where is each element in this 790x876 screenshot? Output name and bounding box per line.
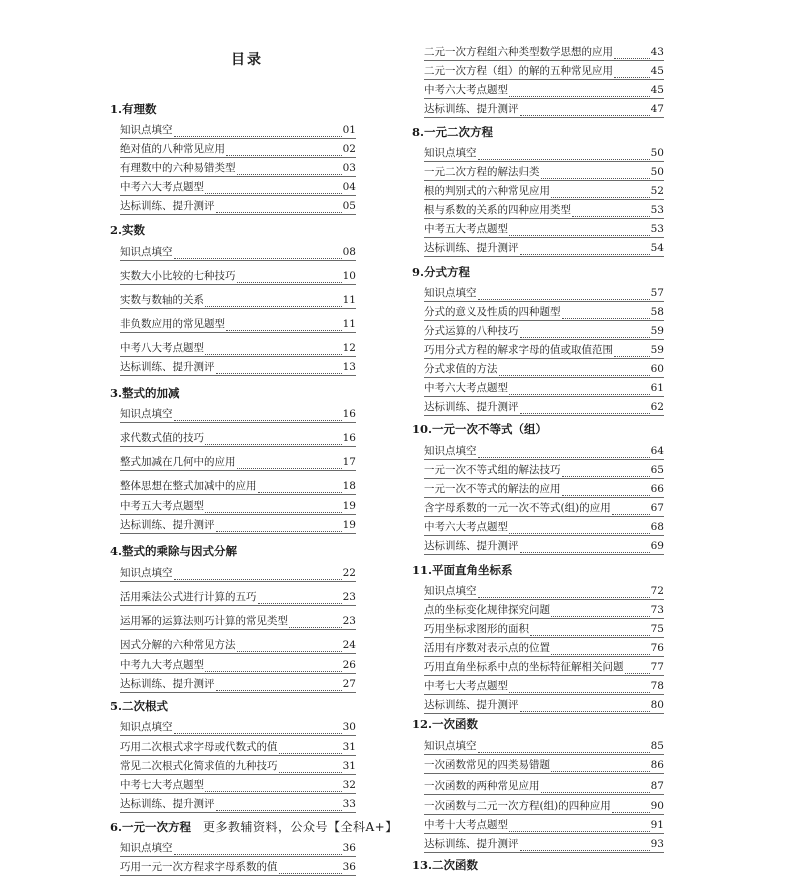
toc-entry-page: 52 (650, 185, 664, 197)
toc-entry[interactable] (424, 84, 664, 99)
dot-leader (499, 366, 650, 376)
section-heading (110, 385, 180, 401)
section-heading-text: 13.二次函数 (412, 858, 479, 872)
section-heading (110, 101, 157, 117)
dot-leader (520, 404, 650, 414)
toc-entry[interactable] (424, 502, 664, 517)
toc-entry-page: 10 (342, 270, 356, 282)
dot-leader (237, 459, 342, 469)
section-heading (412, 562, 513, 578)
toc-entry[interactable] (424, 759, 664, 774)
section-heading (110, 698, 168, 714)
section-heading (412, 264, 470, 280)
dot-leader (551, 188, 650, 198)
toc-entry[interactable] (120, 519, 356, 534)
toc-entry-page: 16 (342, 432, 356, 444)
toc-entry-page: 64 (650, 445, 664, 457)
section-heading (412, 716, 478, 732)
toc-entry[interactable] (120, 246, 356, 261)
toc-entry-title: 有理数中的六种易错类型 (120, 162, 236, 174)
toc-entry-title: 中考六大考点题型 (424, 382, 508, 394)
toc-entry-page: 65 (650, 464, 664, 476)
toc-entry[interactable] (120, 143, 356, 158)
dot-leader (237, 642, 342, 652)
dot-leader (478, 743, 650, 753)
section-heading (412, 857, 478, 873)
toc-entry-title: 中考六大考点题型 (424, 84, 508, 96)
toc-entry-page: 04 (342, 181, 356, 193)
toc-entry[interactable] (424, 445, 664, 460)
toc-entry-page: 90 (650, 800, 664, 812)
toc-entry-page: 54 (650, 242, 664, 254)
toc-entry-page: 23 (342, 615, 356, 627)
toc-entry-title: 知识点填空 (120, 567, 173, 579)
dot-leader (509, 683, 650, 693)
dot-leader (509, 822, 650, 832)
toc-entry[interactable] (120, 615, 356, 630)
toc-entry-title: 知识点填空 (424, 585, 477, 597)
toc-entry-page: 27 (342, 678, 356, 690)
toc-entry-title: 一元一次不等式的解法的应用 (424, 483, 561, 495)
dot-leader (520, 702, 650, 712)
toc-entry-title: 中考六大考点题型 (424, 521, 508, 533)
dot-leader (551, 645, 650, 655)
toc-entry-page: 59 (650, 344, 664, 356)
toc-entry-title: 巧用坐标求图形的面积 (424, 623, 529, 635)
section-heading-text: 12.一次函数 (412, 717, 479, 731)
toc-entry-page: 67 (650, 502, 664, 514)
dot-leader (258, 483, 342, 493)
toc-entry-title: 活用乘法公式进行计算的五巧 (120, 591, 257, 603)
toc-entry-page: 77 (650, 661, 664, 673)
dot-leader (520, 245, 650, 255)
toc-entry[interactable] (120, 741, 356, 756)
toc-entry-page: 62 (650, 401, 664, 413)
toc-entry-title: 根的判别式的六种常见应用 (424, 185, 550, 197)
section-heading (110, 818, 398, 835)
toc-entry-page: 87 (650, 780, 664, 792)
toc-entry-title: 因式分解的六种常见方法 (120, 639, 236, 651)
toc-entry-page: 53 (650, 204, 664, 216)
dot-leader (572, 207, 650, 217)
toc-entry-page: 05 (342, 200, 356, 212)
toc-entry[interactable] (120, 270, 356, 285)
toc-entry[interactable] (424, 147, 664, 162)
dot-leader (174, 845, 342, 855)
toc-entry-title: 知识点填空 (120, 721, 173, 733)
section-heading-text: 6.一元一次方程 (110, 820, 192, 834)
toc-entry[interactable] (120, 361, 356, 376)
toc-entry-page: 36 (342, 842, 356, 854)
dot-leader (478, 588, 650, 598)
dot-leader (216, 681, 342, 691)
toc-entry-title: 整体思想在整式加减中的应用 (120, 480, 257, 492)
toc-entry-page: 08 (342, 246, 356, 258)
dot-leader (205, 184, 342, 194)
toc-entry-title: 知识点填空 (120, 246, 173, 258)
toc-entry-title: 知识点填空 (424, 287, 477, 299)
dot-leader (205, 345, 342, 355)
toc-entry[interactable] (120, 842, 356, 857)
dot-leader (279, 864, 342, 874)
toc-entry-page: 86 (650, 759, 664, 771)
toc-entry-page: 01 (342, 124, 356, 136)
toc-entry-page: 75 (650, 623, 664, 635)
toc-entry-page: 32 (342, 779, 356, 791)
toc-entry[interactable] (120, 318, 356, 333)
toc-entry-page: 17 (342, 456, 356, 468)
toc-entry-title: 达标训练、提升测评 (120, 798, 215, 810)
dot-leader (174, 570, 342, 580)
dot-leader (625, 664, 650, 674)
section-heading-text: 3.整式的加减 (110, 386, 180, 400)
toc-entry-page: 69 (650, 540, 664, 552)
dot-leader (520, 328, 650, 338)
toc-entry-title: 一元一次不等式组的解法技巧 (424, 464, 561, 476)
dot-leader (614, 347, 650, 357)
toc-entry-page: 91 (650, 819, 664, 831)
dot-leader (216, 203, 342, 213)
toc-entry-title: 巧用直角坐标系中点的坐标特征解相关问题 (424, 661, 624, 673)
toc-entry-title: 一次函数的两种常见应用 (424, 780, 540, 792)
toc-entry-title: 分式求值的方法 (424, 363, 498, 375)
toc-entry-title: 中考八大考点题型 (120, 342, 204, 354)
toc-entry-title: 达标训练、提升测评 (424, 838, 519, 850)
toc-entry[interactable] (424, 103, 664, 118)
toc-entry[interactable] (424, 642, 664, 657)
toc-entry[interactable] (120, 124, 356, 139)
toc-entry-page: 02 (342, 143, 356, 155)
dot-leader (216, 801, 342, 811)
toc-entry-title: 知识点填空 (120, 124, 173, 136)
toc-entry[interactable] (424, 740, 664, 755)
toc-entry[interactable] (120, 456, 356, 471)
toc-entry-page: 16 (342, 408, 356, 420)
toc-entry-page: 43 (650, 46, 664, 58)
dot-leader (520, 543, 650, 553)
toc-entry-title: 中考六大考点题型 (120, 181, 204, 193)
toc-entry[interactable] (424, 382, 664, 397)
toc-entry-title: 达标训练、提升测评 (120, 361, 215, 373)
dot-leader (612, 803, 650, 813)
toc-entry[interactable] (120, 200, 356, 215)
toc-entry-title: 含字母系数的一元一次不等式(组)的应用 (424, 502, 611, 514)
dot-leader (509, 385, 650, 395)
toc-entry-title: 一次函数常见的四类易错题 (424, 759, 550, 771)
toc-entry[interactable] (120, 591, 356, 606)
toc-entry-title: 达标训练、提升测评 (120, 678, 215, 690)
dot-leader (205, 782, 342, 792)
dot-leader (216, 522, 342, 532)
promo-note: 更多教辅资料，公众号【全科A+】 (203, 820, 398, 834)
toc-entry[interactable] (424, 680, 664, 695)
dot-leader (205, 297, 342, 307)
section-heading (412, 421, 547, 437)
toc-entry-page: 03 (342, 162, 356, 174)
toc-entry-title: 中考九大考点题型 (120, 659, 204, 671)
toc-entry[interactable] (424, 65, 664, 80)
toc-entry[interactable] (424, 780, 664, 795)
toc-entry[interactable] (120, 408, 356, 423)
toc-entry-title: 达标训练、提升测评 (424, 699, 519, 711)
toc-entry[interactable] (120, 779, 356, 794)
toc-entry-title: 求代数式值的技巧 (120, 432, 204, 444)
toc-entry-title: 非负数应用的常见题型 (120, 318, 225, 330)
toc-entry-title: 二元一次方程（组）的解的五种常见应用 (424, 65, 613, 77)
toc-entry-title: 知识点填空 (424, 147, 477, 159)
dot-leader (174, 411, 342, 421)
toc-entry-title: 实数大小比较的七种技巧 (120, 270, 236, 282)
dot-leader (205, 662, 342, 672)
toc-entry-title: 知识点填空 (424, 445, 477, 457)
toc-entry-page: 60 (650, 363, 664, 375)
toc-entry-title: 根与系数的关系的四种应用类型 (424, 204, 571, 216)
toc-entry-page: 85 (650, 740, 664, 752)
toc-entry-page: 18 (342, 480, 356, 492)
toc-entry[interactable] (120, 678, 356, 693)
toc-entry-title: 整式加减在几何中的应用 (120, 456, 236, 468)
toc-entry[interactable] (120, 567, 356, 582)
toc-entry-page: 31 (342, 760, 356, 772)
toc-entry-title: 达标训练、提升测评 (424, 103, 519, 115)
toc-entry[interactable] (424, 401, 664, 416)
toc-entry-title: 点的坐标变化规律探究问题 (424, 604, 550, 616)
dot-leader (174, 724, 342, 734)
toc-entry-title: 中考十大考点题型 (424, 819, 508, 831)
toc-entry-page: 19 (342, 519, 356, 531)
toc-entry-page: 76 (650, 642, 664, 654)
toc-entry-page: 11 (342, 318, 356, 330)
toc-entry[interactable] (424, 223, 664, 238)
toc-entry-page: 30 (342, 721, 356, 733)
toc-entry[interactable] (424, 819, 664, 834)
toc-entry-page: 23 (342, 591, 356, 603)
toc-entry-page: 93 (650, 838, 664, 850)
toc-entry[interactable] (120, 342, 356, 357)
section-heading-text: 2.实数 (110, 223, 146, 237)
section-heading-text: 8.一元二次方程 (412, 125, 494, 139)
section-heading-text: 5.二次根式 (110, 699, 169, 713)
dot-leader (279, 744, 342, 754)
dot-leader (562, 467, 650, 477)
toc-entry[interactable] (424, 344, 664, 359)
dot-leader (205, 503, 342, 513)
toc-entry-title: 一次函数与二元一次方程(组)的四种应用 (424, 800, 611, 812)
toc-entry-page: 12 (342, 342, 356, 354)
toc-entry-page: 57 (650, 287, 664, 299)
toc-entry[interactable] (120, 659, 356, 674)
section-heading (110, 543, 237, 559)
toc-entry[interactable] (424, 585, 664, 600)
toc-entry[interactable] (424, 185, 664, 200)
toc-entry-page: 13 (342, 361, 356, 373)
dot-leader (614, 68, 650, 78)
toc-entry[interactable] (424, 464, 664, 479)
toc-entry[interactable] (120, 162, 356, 177)
toc-entry-title: 巧用一元一次方程求字母系数的值 (120, 861, 278, 873)
toc-entry-page: 36 (342, 861, 356, 873)
toc-entry-page: 31 (342, 741, 356, 753)
toc-entry-page: 72 (650, 585, 664, 597)
toc-entry-title: 知识点填空 (120, 408, 173, 420)
toc-entry-title: 巧用二次根式求字母或代数式的值 (120, 741, 278, 753)
toc-entry-title: 绝对值的八种常见应用 (120, 143, 225, 155)
dot-leader (551, 762, 650, 772)
toc-entry[interactable] (424, 521, 664, 536)
toc-entry-title: 达标训练、提升测评 (424, 401, 519, 413)
toc-entry-page: 61 (650, 382, 664, 394)
toc-entry[interactable] (424, 604, 664, 619)
dot-leader (258, 594, 342, 604)
toc-entry-page: 33 (342, 798, 356, 810)
toc-entry[interactable] (424, 46, 664, 61)
dot-leader (541, 783, 650, 793)
toc-entry[interactable] (424, 204, 664, 219)
toc-entry-title: 知识点填空 (424, 740, 477, 752)
dot-leader (237, 165, 342, 175)
toc-entry[interactable] (120, 294, 356, 309)
toc-entry-page: 45 (650, 84, 664, 96)
toc-entry[interactable] (424, 540, 664, 555)
toc-title: 目录 (231, 52, 263, 68)
dot-leader (614, 49, 650, 59)
toc-entry-title: 活用有序数对表示点的位置 (424, 642, 550, 654)
toc-entry[interactable] (120, 798, 356, 813)
dot-leader (237, 273, 342, 283)
toc-entry-title: 运用幂的运算法则巧计算的常见类型 (120, 615, 288, 627)
dot-leader (216, 364, 342, 374)
dot-leader (279, 763, 342, 773)
toc-entry[interactable] (120, 639, 356, 654)
dot-leader (509, 226, 650, 236)
dot-leader (478, 290, 650, 300)
toc-entry-title: 分式运算的八种技巧 (424, 325, 519, 337)
toc-entry-page: 58 (650, 306, 664, 318)
toc-entry[interactable] (424, 800, 664, 815)
toc-entry-page: 19 (342, 500, 356, 512)
toc-entry[interactable] (424, 623, 664, 638)
dot-leader (509, 87, 650, 97)
toc-entry-title: 中考七大考点题型 (424, 680, 508, 692)
toc-entry[interactable] (120, 500, 356, 515)
dot-leader (520, 841, 650, 851)
section-heading-text: 11.平面直角坐标系 (412, 563, 513, 577)
toc-entry[interactable] (424, 699, 664, 714)
toc-entry[interactable] (424, 242, 664, 257)
toc-entry-title: 中考五大考点题型 (424, 223, 508, 235)
dot-leader (520, 106, 650, 116)
toc-entry[interactable] (424, 287, 664, 302)
toc-entry-page: 26 (342, 659, 356, 671)
toc-entry[interactable] (120, 721, 356, 736)
dot-leader (562, 486, 650, 496)
toc-entry-page: 22 (342, 567, 356, 579)
toc-entry-page: 24 (342, 639, 356, 651)
dot-leader (509, 524, 650, 534)
toc-entry[interactable] (120, 181, 356, 196)
dot-leader (478, 150, 650, 160)
toc-entry-page: 78 (650, 680, 664, 692)
toc-entry[interactable] (424, 483, 664, 498)
toc-entry[interactable] (424, 166, 664, 181)
toc-entry-title: 中考五大考点题型 (120, 500, 204, 512)
toc-entry-title: 达标训练、提升测评 (424, 540, 519, 552)
toc-entry-page: 50 (650, 166, 664, 178)
toc-entry-page: 68 (650, 521, 664, 533)
dot-leader (478, 448, 650, 458)
section-heading-text: 9.分式方程 (412, 265, 471, 279)
toc-entry-page: 11 (342, 294, 356, 306)
dot-leader (551, 607, 650, 617)
toc-entry-page: 47 (650, 103, 664, 115)
toc-entry-title: 达标训练、提升测评 (424, 242, 519, 254)
dot-leader (226, 321, 342, 331)
toc-entry-page: 59 (650, 325, 664, 337)
dot-leader (612, 505, 650, 515)
toc-entry[interactable] (120, 760, 356, 775)
toc-entry[interactable] (424, 661, 664, 676)
section-heading-text: 10.一元一次不等式（组） (412, 422, 548, 436)
toc-entry-page: 73 (650, 604, 664, 616)
toc-entry-title: 巧用分式方程的解求字母的值或取值范围 (424, 344, 613, 356)
toc-entry-title: 中考七大考点题型 (120, 779, 204, 791)
toc-entry-page: 45 (650, 65, 664, 77)
toc-entry[interactable] (424, 363, 664, 378)
section-heading-text: 4.整式的乘除与因式分解 (110, 544, 238, 558)
dot-leader (530, 626, 650, 636)
toc-entry-title: 知识点填空 (120, 842, 173, 854)
toc-entry[interactable] (424, 306, 664, 321)
dot-leader (205, 435, 342, 445)
toc-entry-title: 分式的意义及性质的四种题型 (424, 306, 561, 318)
toc-entry-title: 实数与数轴的关系 (120, 294, 204, 306)
toc-entry[interactable] (120, 480, 356, 495)
toc-entry[interactable] (424, 325, 664, 340)
dot-leader (562, 309, 650, 319)
toc-entry-page: 50 (650, 147, 664, 159)
toc-entry-title: 常见二次根式化简求值的九种技巧 (120, 760, 278, 772)
section-heading-text: 1.有理数 (110, 102, 157, 116)
toc-entry-title: 达标训练、提升测评 (120, 200, 215, 212)
toc-entry[interactable] (120, 432, 356, 447)
dot-leader (541, 169, 650, 179)
toc-entry-page: 80 (650, 699, 664, 711)
toc-entry-page: 53 (650, 223, 664, 235)
toc-entry-title: 二元一次方程组六种类型数学思想的应用 (424, 46, 613, 58)
dot-leader (289, 618, 342, 628)
section-heading (110, 222, 145, 238)
toc-entry-title: 一元二次方程的解法归类 (424, 166, 540, 178)
toc-entry[interactable] (424, 838, 664, 853)
dot-leader (174, 127, 342, 137)
dot-leader (226, 146, 342, 156)
toc-entry-title: 达标训练、提升测评 (120, 519, 215, 531)
dot-leader (174, 249, 342, 259)
toc-entry-page: 66 (650, 483, 664, 495)
section-heading (412, 124, 493, 140)
